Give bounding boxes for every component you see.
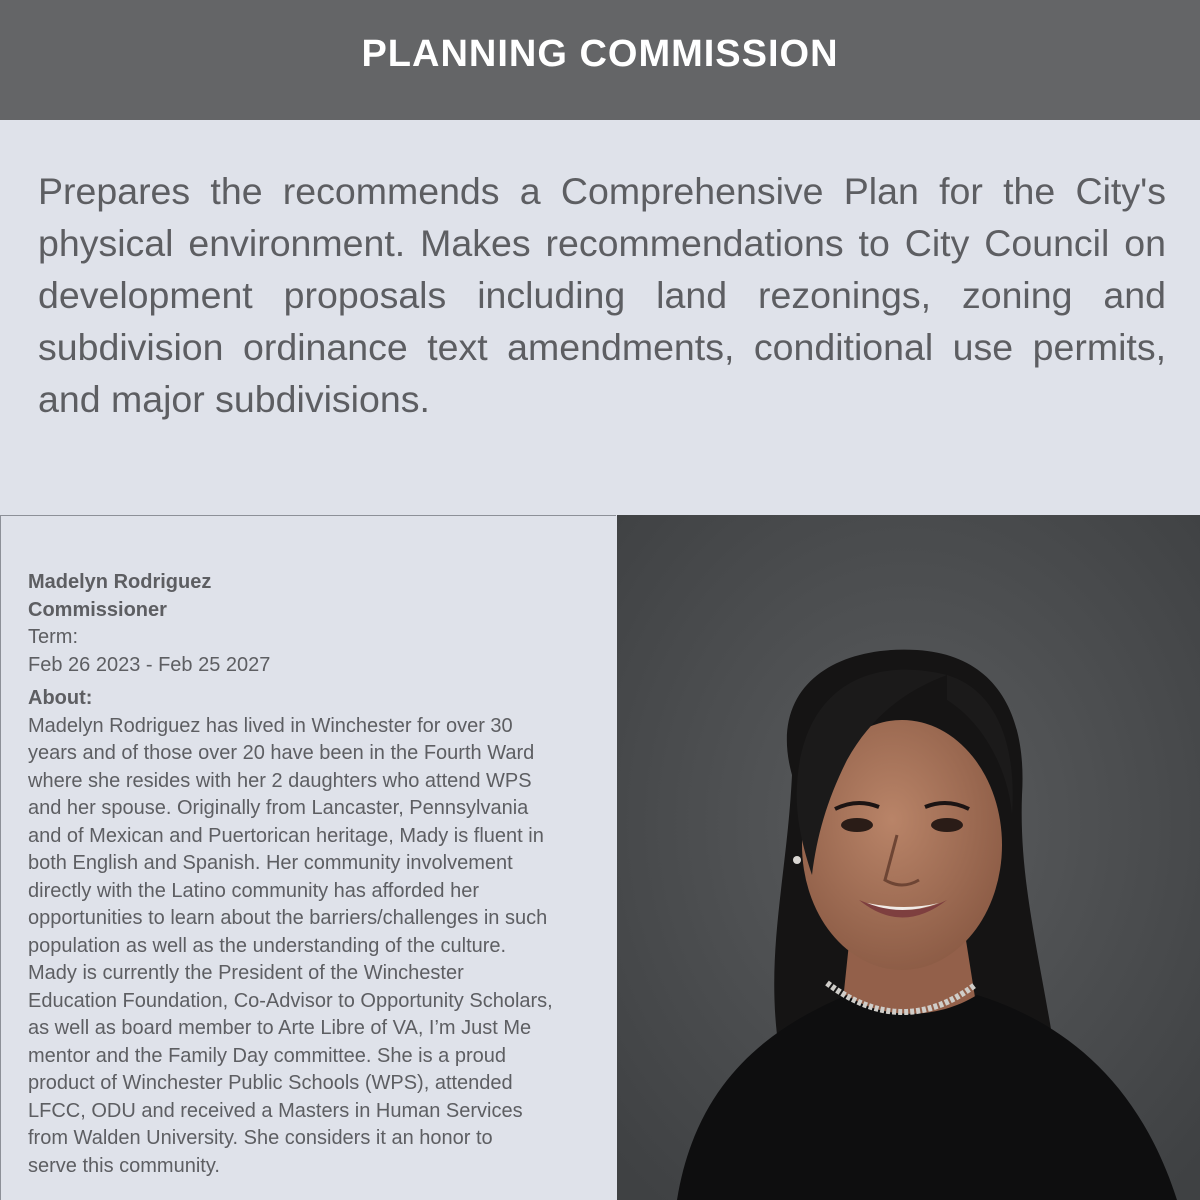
description-panel xyxy=(0,120,1200,515)
header-bar xyxy=(0,0,1200,120)
page-title: PLANNING COMMISSION xyxy=(361,32,839,75)
commission-description: Prepares the recommends a Comprehensive Plan for the City's physical environment. Makes recommendations to City Council on development proposals including land rezonings, zoning and subdivision ordinance text amendments, conditional use permits, and major subdivisions. xyxy=(38,170,1166,420)
portrait-image xyxy=(617,515,1200,1200)
term-label: Term: xyxy=(28,626,78,648)
member-bio-panel xyxy=(0,515,616,1200)
about-label: About: xyxy=(28,687,93,709)
member-photo xyxy=(617,515,1200,1200)
member-bio-content xyxy=(28,569,613,1180)
term-dates: Feb 26 2023 - Feb 25 2027 xyxy=(28,653,271,676)
member-bio-text: Madelyn Rodriguez has lived in Winchester for over 30 years and of those over 20 have been in the Fourth Ward where she resides with her 2 daughters who attend WPS and her spouse. Originally from Lancaster, Pennsylvania and of Mexican and Puertorican heritage, Mady is fluent in both English and Spanish. Her community involvement directly with the Latino community has afforded her opportunities to learn about the barriers/challenges in such population as well as the understanding of the culture. Mady is currently the President of the Winchester Education Foundation, Co-Advisor to Opportunity Scholars, as well as board member to Arte Libre of VA, I’m Just Me mentor and the Family Day committee. She is a proud product of Winchester Public Schools (WPS), attended LFCC, ODU and received a Masters in Human Services from Walden University. She considers it an honor to serve this community. xyxy=(28,714,553,1177)
member-role: Commissioner xyxy=(28,598,167,621)
member-name: Madelyn Rodriguez xyxy=(28,571,212,593)
